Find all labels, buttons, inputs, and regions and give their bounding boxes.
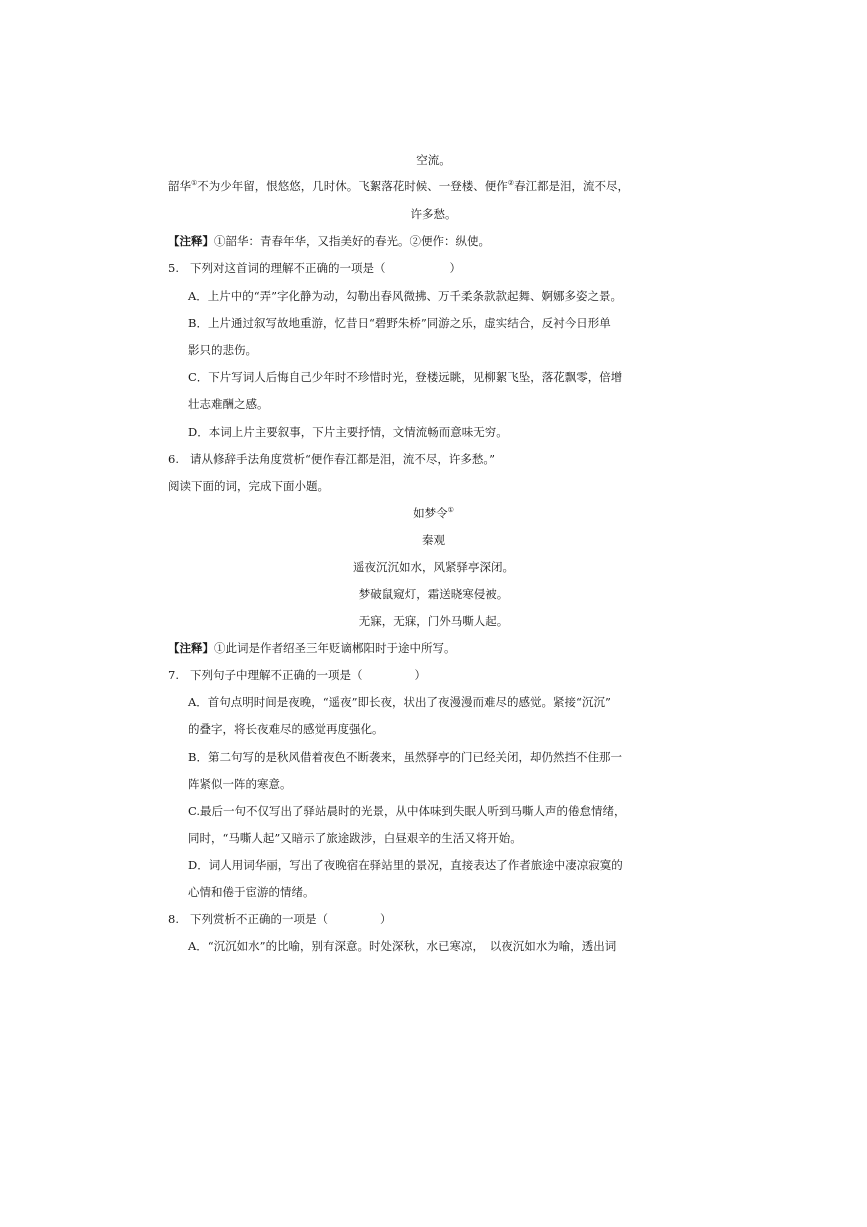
poem1-line2-c: 春江都是泪，流不尽， [514,179,630,193]
poem2-line-2: 梦破鼠窥灯，霜送晓寒侵被。 [358,587,509,601]
poem2-note [168,640,456,656]
question-stem: 请从修辞手法角度赏析“便作春江都是泪，流不尽，许多愁。” [189,452,495,466]
question-number: 5. [168,261,179,275]
note-mark-1: ① [191,179,198,188]
q5-option-c: C．下片写词人后悔自己少年时不珍惜时光，登楼远眺，见柳絮飞坠，落花飘零，倍增 [188,370,623,384]
poem2-title [0,505,867,521]
note-label: 【注释】 [168,641,214,655]
question-stem: 下列对这首词的理解不正确的一项是（ [189,261,386,275]
q5-option-b-cont: 影只的悲伤。 [188,343,257,357]
question-number: 6. [168,452,179,466]
q7-option-b: B．第二句写的是秋风借着夜色不断袭来，虽然驿亭的门已经关闭，却仍然挡不住那一 [188,750,622,764]
q7-option-a-cont: 的叠字，将长夜难尽的感觉再度强化。 [188,722,384,736]
q7-option-c: C.最后一句不仅写出了驿站晨时的光景，从中体味到失眠人听到马嘶人声的倦怠情绪， [188,804,626,818]
q7-option-c-cont: 同时，“马嘶人起”又暗示了旅途跋涉，白昼艰辛的生活又将开始。 [188,831,522,845]
question-6 [168,451,495,467]
poem2-line-1: 遥夜沉沉如水，风紧驿亭深闭。 [353,560,514,574]
reading-intro: 阅读下面的词，完成下面小题。 [168,479,329,493]
question-close: ） [379,912,392,926]
question-number: 8. [168,912,179,926]
question-close: ） [449,261,461,275]
question-7 [168,667,426,683]
poem2-title-text: 如梦令 [413,506,448,520]
poem1-line-end: 空流。 [416,153,451,167]
poem1-line2 [168,178,629,194]
question-8 [168,911,391,927]
poem1-note [168,233,490,249]
question-stem: 下列句子中理解不正确的一项是（ [189,668,363,682]
q5-option-b: B．上片通过叙写故地重游，忆昔日“碧野朱桥”同游之乐，虚实结合，反衬今日形单 [188,316,611,330]
note-label: 【注释】 [168,234,214,248]
q7-option-d: D．词人用词华丽，写出了夜晚宿在驿站里的景况，直接表达了作者旅途中凄凉寂寞的 [188,858,623,872]
note-mark-2: ② [507,179,515,188]
question-number: 7. [168,668,179,682]
q5-option-c-cont: 壮志难酬之感。 [188,397,269,411]
q8-option-a: A．“沉沉如水”的比喻，别有深意。时处深秋，水已寒凉， 以夜沉如水为喻，透出词 [188,939,617,953]
question-5 [168,260,461,276]
note-text: ①此词是作者绍圣三年贬谪郴阳时于途中所写。 [214,641,456,655]
question-stem: 下列赏析不正确的一项是（ [189,912,328,926]
note-text: ①韶华：青春年华，又指美好的春光。②便作：纵使。 [214,234,490,248]
poem2-title-mark: ① [447,506,454,515]
poem2-line-3: 无寐，无寐，门外马嘶人起。 [358,614,509,628]
poem1-line2-a: 韶华 [168,179,191,193]
poem1-line2-b: 不为少年留，恨悠悠，几时休。飞絮落花时候、一登楼、便作 [197,179,508,193]
q7-option-b-cont: 阵紧似一阵的寒意。 [188,777,292,791]
poem1-line3: 许多愁。 [410,207,457,221]
q7-option-d-cont: 心情和倦于宦游的情绪。 [188,885,315,899]
q7-option-a: A．首句点明时间是夜晚，“遥夜”即长夜，状出了夜漫漫而难尽的感觉。紧接“沉沉” [188,695,611,709]
poem2-author: 秦观 [422,533,445,547]
question-close: ） [414,668,426,682]
q5-option-a: A．上片中的“弄”字化静为动，勾勒出春风微拂、万千柔条款款起舞、婀娜多姿之景。 [188,289,623,303]
q5-option-d: D．本词上片主要叙事，下片主要抒情，文情流畅而意味无穷。 [188,425,508,439]
